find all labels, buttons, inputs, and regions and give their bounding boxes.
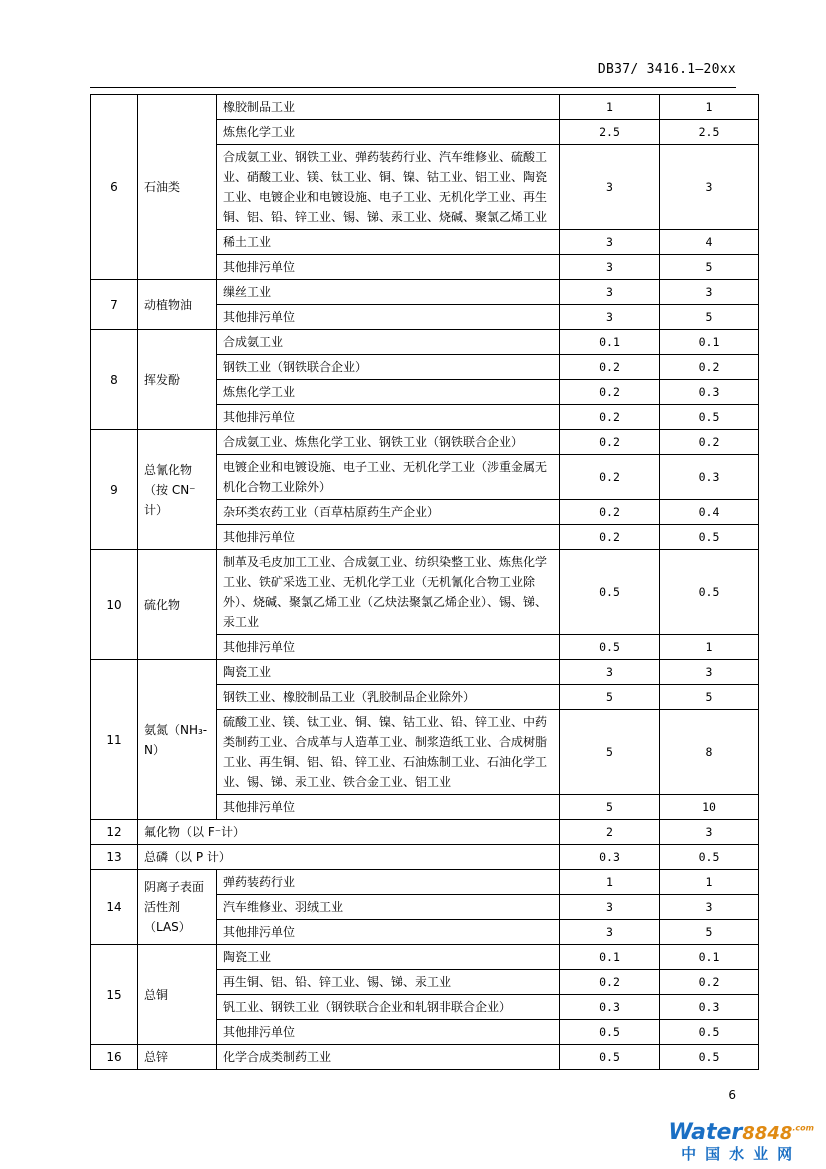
logo-chinese-name: 中国水业网 bbox=[681, 1145, 802, 1163]
industry-cell: 橡胶制品工业 bbox=[217, 95, 560, 120]
industry-cell: 其他排污单位 bbox=[217, 920, 560, 945]
industry-cell: 电镀企业和电镀设施、电子工业、无机化学工业（涉重金属无机化合物工业除外） bbox=[217, 455, 560, 500]
limit-value-a: 1 bbox=[560, 95, 660, 120]
industry-cell: 再生铜、铝、铅、锌工业、锡、锑、汞工业 bbox=[217, 970, 560, 995]
limit-value-a: 3 bbox=[560, 660, 660, 685]
limit-value-a: 3 bbox=[560, 280, 660, 305]
table-row bbox=[91, 430, 759, 455]
limit-value-a: 5 bbox=[560, 710, 660, 795]
pollutant-name: 氨氮（NH₃-N） bbox=[138, 660, 217, 820]
industry-cell: 炼焦化学工业 bbox=[217, 380, 560, 405]
industry-cell: 杂环类农药工业（百草枯原药生产企业） bbox=[217, 500, 560, 525]
limit-value-a: 0.5 bbox=[560, 550, 660, 635]
limit-value-b: 3 bbox=[660, 660, 759, 685]
limit-value-a: 3 bbox=[560, 255, 660, 280]
pollutant-name: 硫化物 bbox=[138, 550, 217, 660]
limit-value-b: 3 bbox=[660, 280, 759, 305]
limit-value-a: 5 bbox=[560, 795, 660, 820]
industry-cell: 弹药装药行业 bbox=[217, 870, 560, 895]
industry-cell: 其他排污单位 bbox=[217, 305, 560, 330]
table-row bbox=[91, 945, 759, 970]
industry-cell: 缫丝工业 bbox=[217, 280, 560, 305]
limit-value-a: 0.2 bbox=[560, 455, 660, 500]
limit-value-a: 5 bbox=[560, 685, 660, 710]
industry-cell: 陶瓷工业 bbox=[217, 945, 560, 970]
pollutant-name: 总锌 bbox=[138, 1045, 217, 1070]
limit-value-a: 0.3 bbox=[560, 845, 660, 870]
pollutant-name: 总氰化物（按 CN⁻计） bbox=[138, 430, 217, 550]
logo-brand-domain: .com bbox=[792, 1123, 814, 1133]
limit-value-a: 1 bbox=[560, 870, 660, 895]
industry-cell: 合成氨工业 bbox=[217, 330, 560, 355]
logo-brand-number: 8848 bbox=[742, 1123, 793, 1144]
limit-value-b: 0.3 bbox=[660, 995, 759, 1020]
pollutant-limits-table bbox=[90, 94, 759, 1070]
limit-value-a: 0.2 bbox=[560, 500, 660, 525]
watermark-logo bbox=[668, 1120, 814, 1164]
industry-cell: 其他排污单位 bbox=[217, 525, 560, 550]
limit-value-b: 0.2 bbox=[660, 430, 759, 455]
limit-value-a: 0.5 bbox=[560, 1045, 660, 1070]
table-row bbox=[91, 845, 759, 870]
limit-value-a: 0.2 bbox=[560, 525, 660, 550]
limit-value-b: 0.5 bbox=[660, 1045, 759, 1070]
limit-value-b: 1 bbox=[660, 870, 759, 895]
limit-value-b: 0.5 bbox=[660, 845, 759, 870]
industry-cell: 制革及毛皮加工工业、合成氨工业、纺织染整工业、炼焦化学工业、铁矿采选工业、无机化学工业（无机氰化合物工业除外）、烧碱、聚氯乙烯工业（乙炔法聚氯乙烯企业）、锡、锑、汞工业 bbox=[217, 550, 560, 635]
limit-value-b: 0.1 bbox=[660, 945, 759, 970]
pollutant-name: 总铜 bbox=[138, 945, 217, 1045]
industry-cell: 合成氨工业、钢铁工业、弹药装药行业、汽车维修业、硫酸工业、硝酸工业、镁、钛工业、铜、镍、钴工业、铝工业、陶瓷工业、电镀企业和电镀设施、电子工业、无机化学工业、再生铜、铝、铅、锌工业、锡、锑、汞工业、烧碱、聚氯乙烯工业 bbox=[217, 145, 560, 230]
limit-value-b: 5 bbox=[660, 685, 759, 710]
row-number: 13 bbox=[91, 845, 138, 870]
row-number: 7 bbox=[91, 280, 138, 330]
limit-value-a: 3 bbox=[560, 920, 660, 945]
limit-value-a: 3 bbox=[560, 230, 660, 255]
industry-cell: 其他排污单位 bbox=[217, 795, 560, 820]
limit-value-b: 5 bbox=[660, 255, 759, 280]
limit-value-a: 0.2 bbox=[560, 970, 660, 995]
limit-value-b: 0.5 bbox=[660, 550, 759, 635]
limit-value-a: 0.5 bbox=[560, 635, 660, 660]
page-number: 6 bbox=[728, 1088, 736, 1102]
row-number: 14 bbox=[91, 870, 138, 945]
industry-cell: 其他排污单位 bbox=[217, 1020, 560, 1045]
limit-value-b: 0.3 bbox=[660, 380, 759, 405]
limit-value-b: 0.5 bbox=[660, 1020, 759, 1045]
document-code: DB37/ 3416.1—20xx bbox=[597, 62, 736, 77]
limit-value-a: 0.2 bbox=[560, 380, 660, 405]
limit-value-b: 1 bbox=[660, 635, 759, 660]
table-row bbox=[91, 1045, 759, 1070]
row-number: 12 bbox=[91, 820, 138, 845]
table-row bbox=[91, 550, 759, 635]
limit-value-a: 0.1 bbox=[560, 945, 660, 970]
limit-value-b: 5 bbox=[660, 305, 759, 330]
industry-cell: 化学合成类制药工业 bbox=[217, 1045, 560, 1070]
table-row bbox=[91, 820, 759, 845]
limit-value-b: 5 bbox=[660, 920, 759, 945]
industry-cell: 钒工业、钢铁工业（钢铁联合企业和轧钢非联合企业） bbox=[217, 995, 560, 1020]
limit-value-b: 3 bbox=[660, 145, 759, 230]
row-number: 10 bbox=[91, 550, 138, 660]
limit-value-b: 0.4 bbox=[660, 500, 759, 525]
pollutant-name: 总磷（以 P 计） bbox=[138, 845, 560, 870]
industry-cell: 其他排污单位 bbox=[217, 635, 560, 660]
row-number: 8 bbox=[91, 330, 138, 430]
industry-cell: 其他排污单位 bbox=[217, 255, 560, 280]
industry-cell: 硫酸工业、镁、钛工业、铜、镍、钴工业、铅、锌工业、中药类制药工业、合成革与人造革工业、制浆造纸工业、合成树脂工业、再生铜、铝、铅、锌工业、石油炼制工业、石油化学工业、锡、锑、汞工业、铁合金工业、铝工业 bbox=[217, 710, 560, 795]
industry-cell: 汽车维修业、羽绒工业 bbox=[217, 895, 560, 920]
industry-cell: 炼焦化学工业 bbox=[217, 120, 560, 145]
row-number: 11 bbox=[91, 660, 138, 820]
limit-value-a: 2 bbox=[560, 820, 660, 845]
row-number: 9 bbox=[91, 430, 138, 550]
limit-value-a: 0.2 bbox=[560, 355, 660, 380]
limit-value-a: 3 bbox=[560, 895, 660, 920]
industry-cell: 稀土工业 bbox=[217, 230, 560, 255]
limit-value-b: 10 bbox=[660, 795, 759, 820]
industry-cell: 钢铁工业（钢铁联合企业） bbox=[217, 355, 560, 380]
limit-value-b: 2.5 bbox=[660, 120, 759, 145]
limit-value-a: 3 bbox=[560, 145, 660, 230]
logo-brand-text: Water bbox=[668, 1120, 743, 1145]
limit-value-b: 4 bbox=[660, 230, 759, 255]
row-number: 16 bbox=[91, 1045, 138, 1070]
limit-value-b: 1 bbox=[660, 95, 759, 120]
industry-cell: 钢铁工业、橡胶制品工业（乳胶制品企业除外） bbox=[217, 685, 560, 710]
row-number: 6 bbox=[91, 95, 138, 280]
limit-value-b: 0.3 bbox=[660, 455, 759, 500]
limit-value-b: 3 bbox=[660, 895, 759, 920]
pollutant-name: 氟化物（以 F⁻计） bbox=[138, 820, 560, 845]
limit-value-a: 0.2 bbox=[560, 405, 660, 430]
row-number: 15 bbox=[91, 945, 138, 1045]
pollutant-name: 动植物油 bbox=[138, 280, 217, 330]
limit-value-b: 0.5 bbox=[660, 525, 759, 550]
industry-cell: 陶瓷工业 bbox=[217, 660, 560, 685]
limit-value-b: 0.2 bbox=[660, 355, 759, 380]
limit-value-a: 0.3 bbox=[560, 995, 660, 1020]
table-row bbox=[91, 330, 759, 355]
table-row bbox=[91, 870, 759, 895]
industry-cell: 合成氨工业、炼焦化学工业、钢铁工业（钢铁联合企业） bbox=[217, 430, 560, 455]
industry-cell: 其他排污单位 bbox=[217, 405, 560, 430]
limit-value-a: 3 bbox=[560, 305, 660, 330]
pollutant-name: 挥发酚 bbox=[138, 330, 217, 430]
pollutant-name: 阴离子表面活性剂（LAS） bbox=[138, 870, 217, 945]
table-body bbox=[91, 95, 759, 1070]
pollutant-name: 石油类 bbox=[138, 95, 217, 280]
limit-value-b: 0.1 bbox=[660, 330, 759, 355]
header-rule bbox=[90, 87, 736, 88]
limit-value-b: 8 bbox=[660, 710, 759, 795]
limit-value-a: 0.1 bbox=[560, 330, 660, 355]
table-row bbox=[91, 280, 759, 305]
limit-value-b: 0.5 bbox=[660, 405, 759, 430]
limit-value-b: 3 bbox=[660, 820, 759, 845]
limit-value-a: 0.5 bbox=[560, 1020, 660, 1045]
limit-value-a: 2.5 bbox=[560, 120, 660, 145]
table-row bbox=[91, 660, 759, 685]
table-row bbox=[91, 95, 759, 120]
limit-value-b: 0.2 bbox=[660, 970, 759, 995]
limit-value-a: 0.2 bbox=[560, 430, 660, 455]
